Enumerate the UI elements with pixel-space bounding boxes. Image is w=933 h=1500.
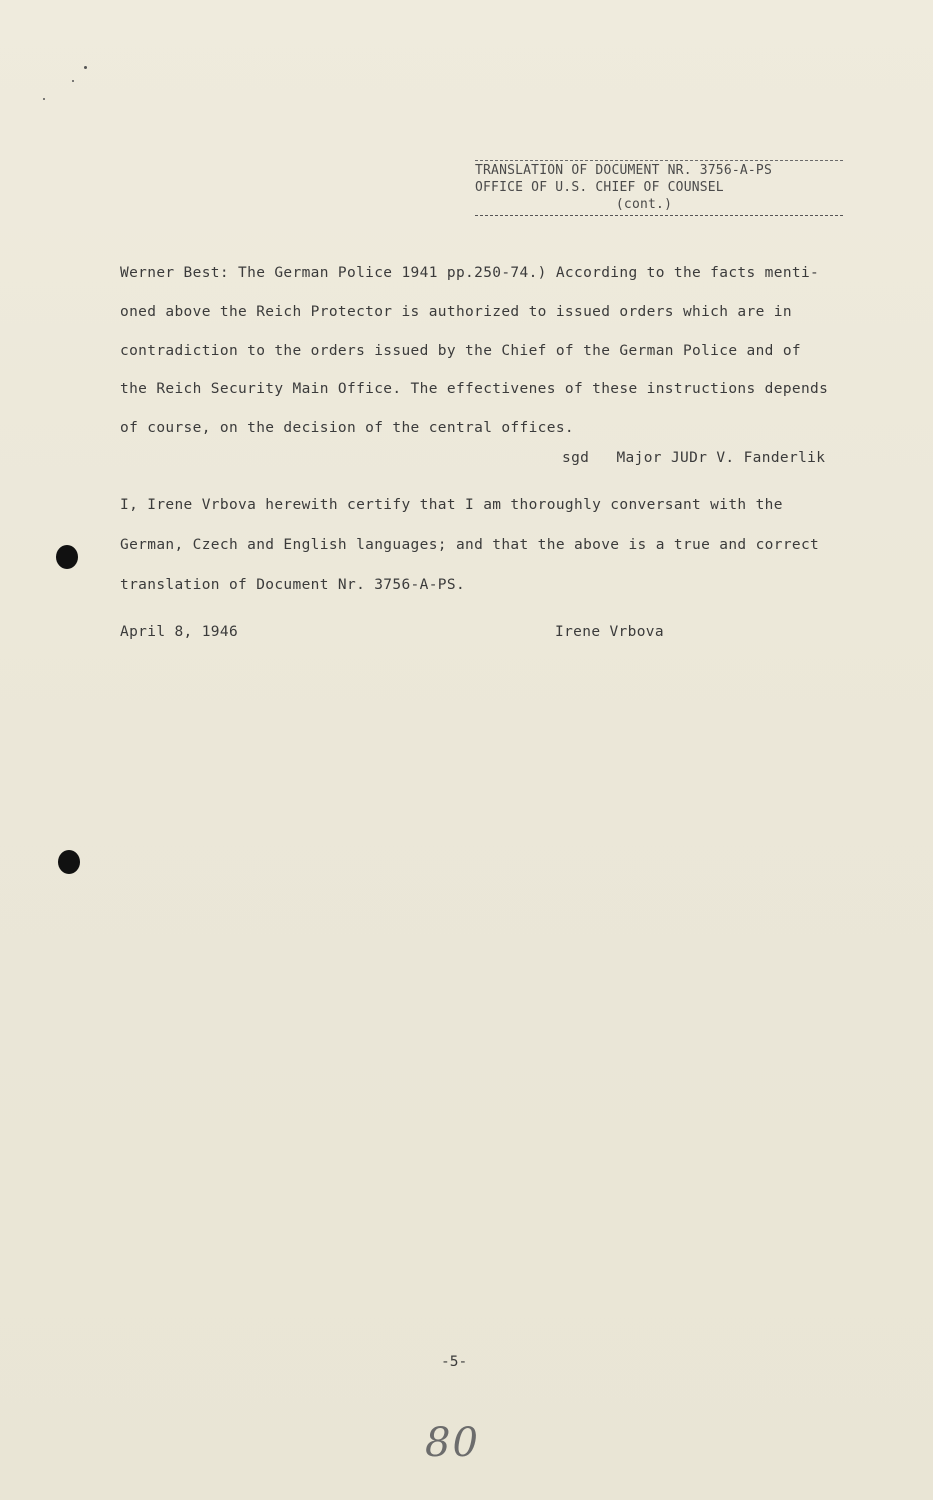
certification-paragraph: [120, 485, 880, 605]
signature-line: sgd Major JUDr V. Fanderlik: [562, 450, 826, 466]
body-line: Werner Best: The German Police 1941 pp.250-74.) According to the facts menti-: [120, 265, 820, 281]
page-number: -5-: [441, 1354, 468, 1370]
body-paragraph: [120, 254, 880, 448]
translator-name: Irene Vrbova: [555, 624, 664, 640]
body-line: contradiction to the orders issued by the Chief of the German Police and of: [120, 342, 801, 359]
document-header: [475, 160, 843, 216]
header-title: TRANSLATION OF DOCUMENT NR. 3756-A-PS: [475, 160, 843, 179]
handwritten-page-number: 80: [425, 1420, 480, 1466]
paper-speck: [72, 80, 74, 82]
body-line: of course, on the decision of the central offices.: [120, 420, 574, 437]
certification-line: translation of Document Nr. 3756-A-PS.: [120, 577, 466, 593]
body-line: oned above the Reich Protector is authorized to issued orders which are in: [120, 303, 792, 320]
header-continued: (cont.): [615, 197, 673, 212]
certification-line: German, Czech and English languages; and that the above is a true and correct: [120, 537, 820, 553]
body-line: the Reich Security Main Office. The effectivenes of these instructions depends: [120, 381, 829, 398]
punch-hole: [56, 545, 78, 569]
certification-line: I, Irene Vrbova herewith certify that I am thoroughly conversant with the: [120, 497, 783, 513]
header-office: OFFICE OF U.S. CHIEF OF COUNSEL: [475, 180, 724, 195]
date: April 8, 1946: [120, 624, 239, 640]
paper-speck: [84, 66, 87, 69]
header-rule: [475, 215, 843, 216]
punch-hole: [58, 850, 80, 874]
paper-speck: [43, 98, 45, 100]
